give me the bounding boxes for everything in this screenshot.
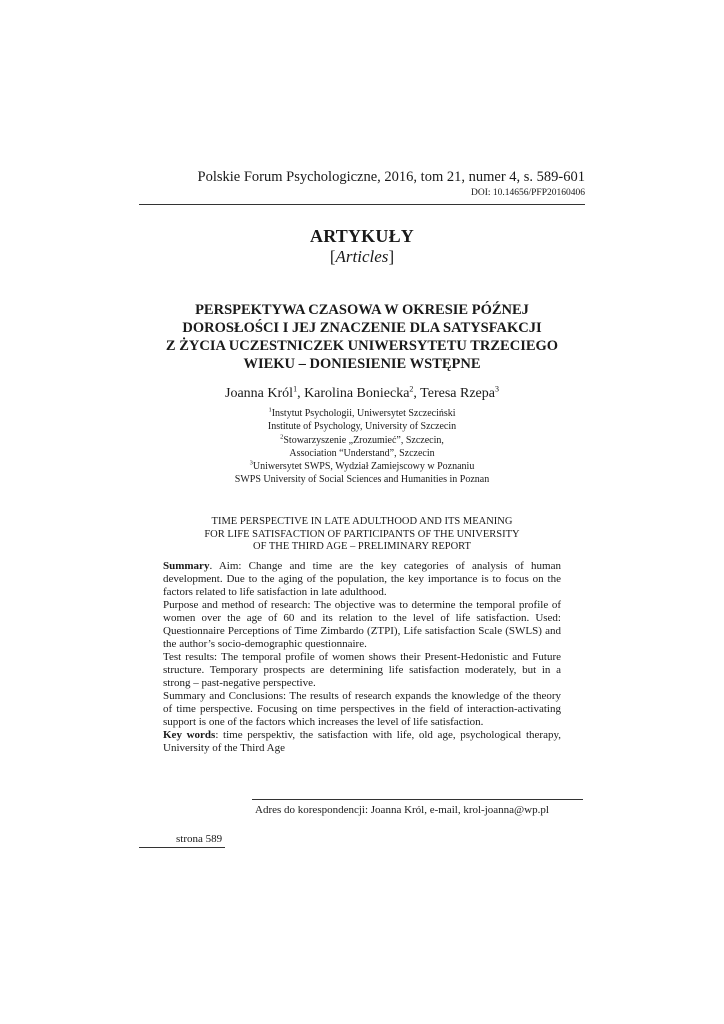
author-separator: , <box>413 386 421 401</box>
keywords-label: Key words <box>163 729 216 741</box>
affiliation-line-pl <box>139 461 585 474</box>
affiliation-mark: 2 <box>280 433 284 441</box>
abstract-summary <box>163 560 561 599</box>
affiliation-line-en: Institute of Psychology, University of Szczecin <box>267 420 457 432</box>
paper-title <box>139 301 585 373</box>
affiliation-line-pl <box>139 408 585 421</box>
summary-label: Summary <box>163 560 210 572</box>
affiliation-text: Instytut Psychologii, Uniwersytet Szczeciński <box>271 408 456 419</box>
affiliation-1 <box>139 408 585 433</box>
section-title: ARTYKUŁY <box>310 226 414 246</box>
abstract-results: Test results: The temporal profile of women shows their Present-Hedonistic and Future structure. Temporary prospects are determining life satisfaction moderately, but in a strong – past-negative perspective. <box>163 651 561 689</box>
paper-title-line: PERSPEKTYWA CZASOWA W OKRESIE PÓŹNEJ <box>195 302 529 318</box>
paper-title-line: WIEKU – DONIESIENIE WSTĘPNE <box>243 356 481 372</box>
english-title-line: TIME PERSPECTIVE IN LATE ADULTHOOD AND ITS MEANING <box>211 516 513 527</box>
correspondence-note: Adres do korespondencji: Joanna Król, e-mail, krol-joanna@wp.pl <box>255 804 549 816</box>
header-rule <box>139 204 585 205</box>
paper-title-line: DOROSŁOŚCI I JEJ ZNACZENIE DLA SATYSFAKCJI <box>182 320 542 336</box>
subtitle-open-bracket: [ <box>329 247 336 266</box>
subtitle-italic: Articles <box>335 247 389 266</box>
journal-citation: Polskie Forum Psychologiczne, 2016, tom 21, numer 4, s. 589-601 <box>197 169 585 185</box>
section-subtitle <box>139 247 585 267</box>
affiliation-mark: 3 <box>249 459 253 467</box>
paper-title-line: Z ŻYCIA UCZESTNICZEK UNIWERSYTETU TRZECIEGO <box>165 338 559 354</box>
affiliation-line-en: Association “Understand”, Szczecin <box>289 447 435 459</box>
english-title-line: FOR LIFE SATISFACTION OF PARTICIPANTS OF THE UNIVERSITY <box>204 528 520 540</box>
footnote-rule <box>252 799 583 800</box>
affiliation-text: Uniwersytet SWPS, Wydział Zamiejscowy w Poznaniu <box>252 461 475 472</box>
english-title <box>139 516 585 554</box>
affiliation-3 <box>139 461 585 486</box>
abstract-purpose: Purpose and method of research: The objective was to determine the temporal profile of women over the age of 60 and its relation to the level of life satisfaction. Used: Questionnaire Perceptions of Time Zimbardo (ZTPI), Life satisfaction Scale (SWLS) and the author’s socio-demographic questionnaire. <box>163 599 561 650</box>
english-title-line: OF THE THIRD AGE – PRELIMINARY REPORT <box>253 541 471 552</box>
author-name: Joanna Król <box>225 386 294 401</box>
affiliation-mark: 1 <box>268 406 272 414</box>
doi-line: DOI: 10.14656/PFP20160406 <box>470 188 585 198</box>
author-name: Karolina Boniecka <box>304 386 410 401</box>
abstract <box>163 560 561 755</box>
keywords-text: : time perspektiv, the satisfaction with life, old age, psychological therapy, University of the Third Age <box>163 729 561 754</box>
author-name: Teresa Rzepa <box>420 386 495 401</box>
author-affil-mark: 2 <box>409 384 414 394</box>
page-number: strona 589 <box>176 833 223 845</box>
subtitle-close-bracket: ] <box>388 247 395 266</box>
author-affil-mark: 3 <box>494 384 499 394</box>
affiliation-2 <box>139 435 585 460</box>
author-separator: , <box>297 386 305 401</box>
affiliation-line-pl <box>139 435 585 448</box>
affiliation-line-en: SWPS University of Social Sciences and Humanities in Poznan <box>234 473 490 485</box>
affiliation-text: Stowarzyszenie „Zrozumieć”, Szczecin, <box>283 435 444 446</box>
abstract-keywords <box>163 729 561 755</box>
author-affil-mark: 1 <box>293 384 298 394</box>
summary-text: . Aim: Change and time are the key categories of analysis of human development. Due to the aging of the population, the key importance is to focus on the factors related to life satisfaction in late adulthood. <box>163 560 561 598</box>
page-number-rule <box>139 847 225 848</box>
author-list <box>139 386 585 402</box>
abstract-conclusions: Summary and Conclusions: The results of research expands the knowledge of the theory of time perspective. Focusing on time perspectives in the field of interaction-activating support is one of the factors which increases the level of life satisfaction. <box>163 690 561 728</box>
